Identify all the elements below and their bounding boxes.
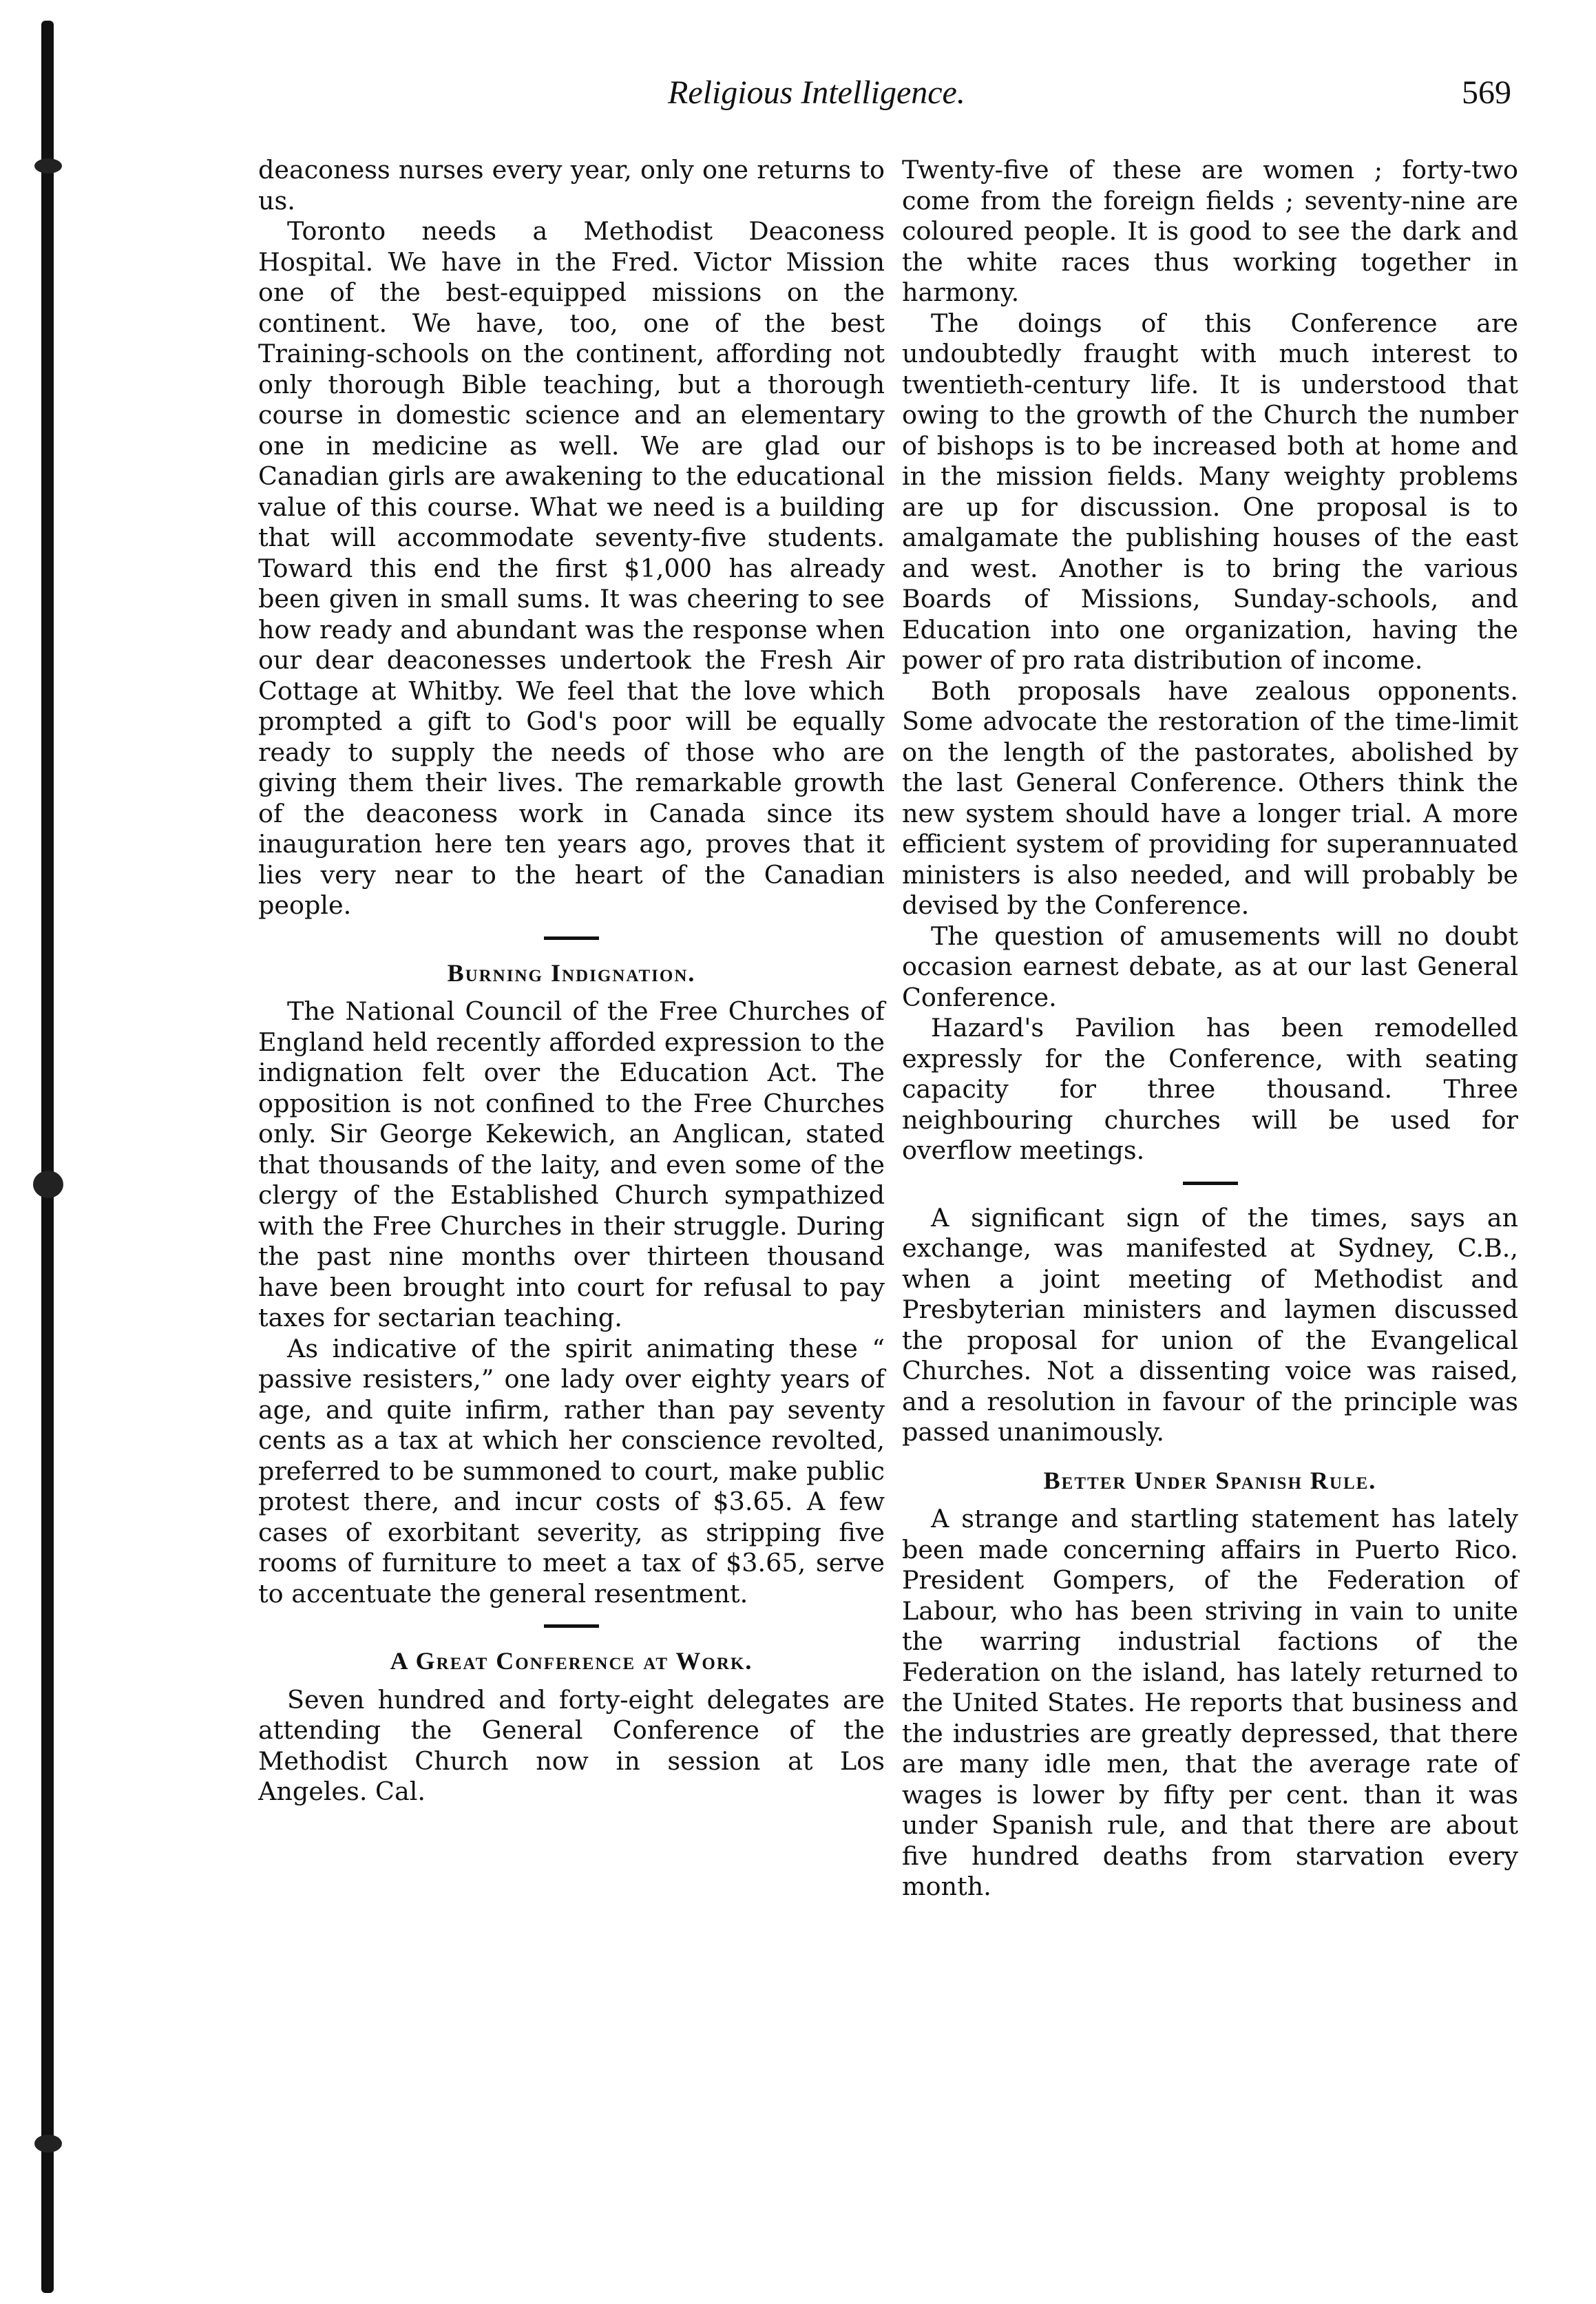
right-column: [902, 155, 1518, 1903]
paragraph: Twenty-five of these are women ; forty-two come from the foreign fields ; seventy-nine are coloured people. It is good to see the dark and the white races thus working together in harmony.: [902, 155, 1518, 307]
paragraph: Toronto needs a Methodist Deaconess Hospital. We have in the Fred. Victor Mission one of the best-equipped missions on the continent. We have, too, one of the best Training-schools on the continent, affording not only thorough Bible teaching, but a thorough course in domestic science and an elementary one in medicine as well. We are glad our Canadian girls are awakening to the educational value of this course. What we need is a building that will accommodate seventy-five students. Toward this end the first $1,000 has already been given in small sums. It was cheering to see how ready and abundant was the response when our dear deaconesses undertook the Fresh Air Cottage at Whitby. We feel that the love which prompted a gift to God's poor will be equally ready to supply the needs of those who are giving them their lives. The remarkable growth of the deaconess work in Canada since its inauguration here ten years ago, proves that it lies very near to the heart of the Canadian people.: [258, 216, 885, 920]
section-heading: A Great Conference at Work.: [390, 1647, 753, 1675]
section-divider: [1183, 1182, 1238, 1185]
paragraph: deaconess nurses every year, only one returns to us.: [258, 155, 885, 216]
paragraph: A significant sign of the times, says an exchange, was manifested at Sydney, C.B., when a joint meeting of Methodist and Presbyterian ministers and laymen discussed the proposal for union of the Evangelical Churches. Not a dissenting voice was raised, and a resolution in favour of the principle was passed unanimously.: [902, 1202, 1518, 1447]
section-divider: [544, 1624, 599, 1628]
paragraph: The question of amusements will no doubt occasion earnest debate, as at our last General Conference.: [902, 921, 1518, 1012]
paragraph: The National Council of the Free Churches of England held recently afforded expression to the indignation felt over the Education Act. The opposition is not confined to the Free Churches only. Sir George Kekewich, an Anglican, stated that thousands of the laity, and even some of the clergy of the Established Church sympathized with the Free Churches in their struggle. During the past nine months over thirteen thousand have been brought into court for refusal to pay taxes for sectarian teaching.: [258, 996, 885, 1332]
paragraph: As indicative of the spirit animating these “ passive resisters,” one lady over eighty years of age, and quite infirm, rather than pay seventy cents as a tax at which her conscience revolted, preferred to be summoned to court, make public protest there, and incur costs of $3.65. A few cases of exorbitant severity, as stripping five rooms of furniture to meet a tax of $3.65, serve to accentuate the general resentment.: [258, 1333, 885, 1609]
left-column: [258, 155, 885, 1808]
running-header: [668, 72, 1511, 121]
binding-mark: [33, 1171, 63, 1198]
binding-mark: [34, 158, 62, 174]
page-number: 569: [1462, 74, 1511, 111]
section-heading: Burning Indignation.: [447, 959, 696, 987]
binding-mark: [34, 2135, 62, 2153]
paragraph: Seven hundred and forty-eight delegates are attending the General Conference of the Methodist Church now in session at Los Angeles. Cal.: [258, 1684, 885, 1806]
page-binding-edge: [41, 21, 54, 2293]
paragraph: The doings of this Conference are undoubtedly fraught with much interest to twentieth-century life. It is understood that owing to the growth of the Church the number of bishops is to be increased both at home and in the mission fields. Many weighty problems are up for discussion. One proposal is to amalgamate the publishing houses of the east and west. Another is to bring the various Boards of Missions, Sunday-schools, and Education into one organization, having the power of pro rata distribution of income.: [902, 308, 1518, 675]
section-heading: Better Under Spanish Rule.: [1043, 1466, 1377, 1494]
paragraph: A strange and startling statement has lately been made concerning affairs in Puerto Rico. President Gompers, of the Federation of Labour, who has been striving in vain to unite the warring industrial factions of the Federation on the island, has lately returned to the United States. He reports that business and the industries are greatly depressed, that there are many idle men, that the average rate of wages is lower by fifty per cent. than it was under Spanish rule, and that there are about five hundred deaths from starvation every month.: [902, 1504, 1518, 1901]
paragraph: Both proposals have zealous opponents. Some advocate the restoration of the time-limit on the length of the pastorates, abolished by the last General Conference. Others think the new system should have a longer trial. A more efficient system of providing for superannuated ministers is also needed, and will probably be devised by the Conference.: [902, 676, 1518, 920]
section-divider: [544, 936, 599, 940]
running-title: Religious Intelligence.: [668, 74, 965, 111]
paragraph: Hazard's Pavilion has been remodelled expressly for the Conference, with seating capacity for three thousand. Three neighbouring churches will be used for overflow meetings.: [902, 1013, 1518, 1165]
